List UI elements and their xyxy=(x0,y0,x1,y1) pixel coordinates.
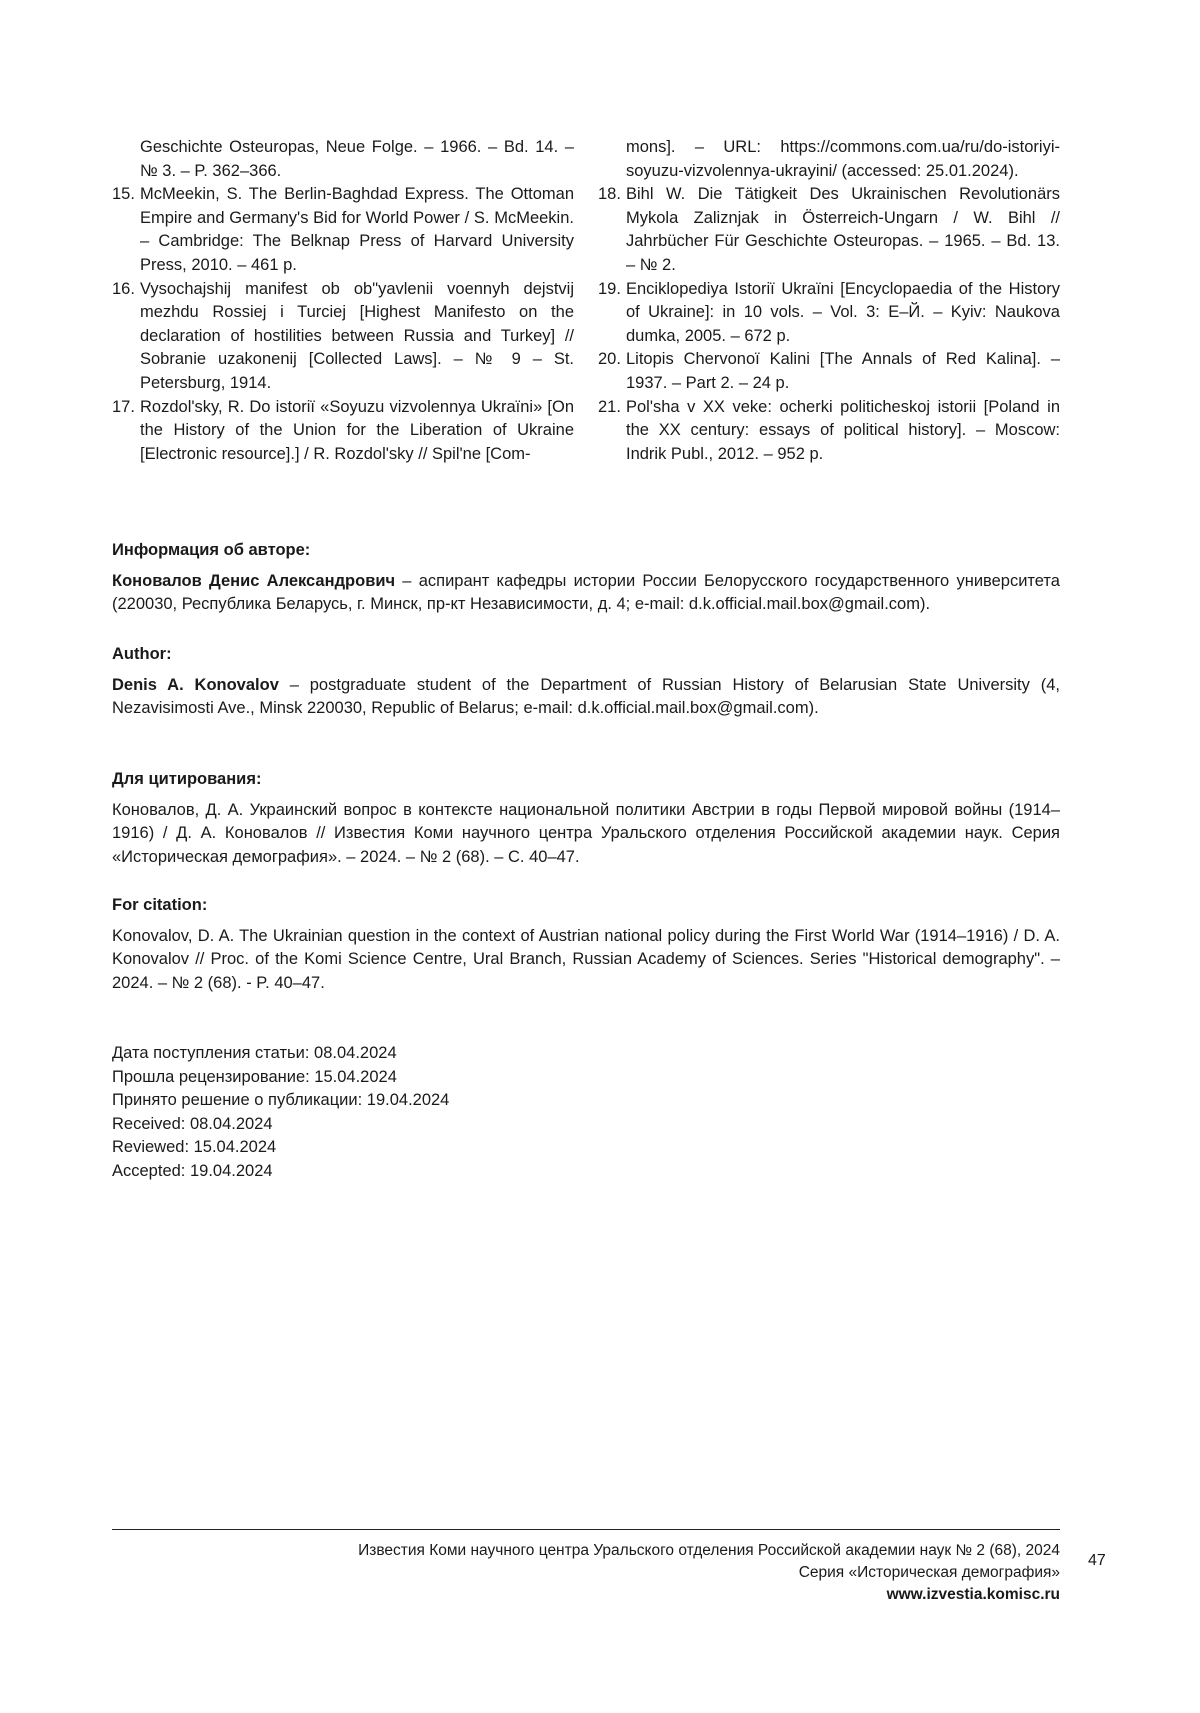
reference-number: 19. xyxy=(598,279,621,298)
footer-divider xyxy=(112,1529,1060,1530)
author-info-ru xyxy=(112,539,1060,617)
author-info-ru-heading: Информация об авторе: xyxy=(112,541,311,559)
reference-text: McMeekin, S. The Berlin-Baghdad Express. The Ottoman Empire and Germany's Bid for World Power / S. McMeekin. – Cambridge: The Belknap Press of Harvard University Press, 2010. – 461 p. xyxy=(140,185,574,274)
author-description-ru: – аспирант кафедры истории России Белорусского государственного университета (220030, Республика Беларусь, г. Минск, пр-кт Независимости, д. 4; e-mail: d.k.official.mail.box@gmail.com). xyxy=(112,571,1060,614)
author-info-en-body xyxy=(112,674,1060,721)
citation-en-heading: For citation: xyxy=(112,896,208,914)
author-name-ru: Коновалов Денис Александрович xyxy=(112,571,396,590)
reference-text: Litopis Chervonoї Kalini [The Annals of Red Kalina]. – 1937. – Part 2. – 24 p. xyxy=(626,350,1060,392)
reference-text: Pol'sha v XX veke: ocherki politicheskoj istorii [Poland in the XX century: essays of political history]. – Moscow: Indrik Publ., 2012. – 952 p. xyxy=(626,397,1060,463)
reference-text: mons]. – URL: https://commons.com.ua/ru/do-istoriyi-soyuzu-vizvolennya-ukrayini/ (accessed: 25.01.2024). xyxy=(626,138,1060,180)
author-info-en xyxy=(112,643,1060,721)
author-description-en: – postgraduate student of the Department of Russian History of Belarusian State University (4, Nezavisimosti Ave., Minsk 220030, Republic of Belarus; e-mail: d.k.official.mail.box@gmail.com). xyxy=(112,675,1060,718)
citation-ru xyxy=(112,768,1060,869)
footer-journal: Известия Коми научного центра Уральского отделения Российской академии наук № 2 (68), 2024 xyxy=(358,1542,1060,1559)
footer-series: Серия «Историческая демография» xyxy=(798,1564,1060,1581)
article-dates xyxy=(112,1042,449,1184)
reference-number: 20. xyxy=(598,350,621,369)
reference-text: Vysochajshij manifest ob ob"yavlenii voennyh dejstvij mezhdu Rossiej i Turciej [Highest Manifesto on the declaration of hostilities between Russia and Turkey] // Sobranie uzakonenij [Collected Laws]. – № 9 – St. Petersburg, 1914. xyxy=(140,279,574,392)
reference-item xyxy=(598,183,1060,277)
reference-number: 18. xyxy=(598,185,621,204)
reference-item xyxy=(112,396,574,467)
reference-item xyxy=(112,278,574,396)
citation-ru-text: Коновалов, Д. А. Украинский вопрос в контексте национальной политики Австрии в годы Первой мировой войны (1914–1916) / Д. А. Коновалов // Известия Коми научного центра Уральского отделения Российской академии наук. Серия «Историческая демография». – 2024. – № 2 (68). – С. 40–47. xyxy=(112,800,1060,866)
footer xyxy=(358,1540,1060,1606)
reference-item xyxy=(598,278,1060,349)
author-info-en-heading: Author: xyxy=(112,645,172,663)
citation-en-text: Konovalov, D. A. The Ukrainian question in the context of Austrian national policy during the First World War (1914–1916) / D. A. Konovalov // Proc. of the Komi Science Centre, Ural Branch, Russian Academy of Sciences. Series "Historical demography". – 2024. – № 2 (68). - P. 40–47. xyxy=(112,926,1060,992)
date-accepted-en: Accepted: 19.04.2024 xyxy=(112,1161,273,1180)
reference-item xyxy=(112,183,574,277)
reference-text: Bihl W. Die Tätigkeit Des Ukrainischen Revolutionärs Mykola Zaliznjak in Österreich-Ungarn / W. Bihl // Jahrbücher Für Geschichte Osteuropas. – 1965. – Bd. 13. – № 2. xyxy=(626,185,1060,274)
date-received-en: Received: 08.04.2024 xyxy=(112,1114,273,1133)
reference-item xyxy=(598,348,1060,395)
reference-number: 21. xyxy=(598,397,621,416)
reference-number: 16. xyxy=(112,279,135,298)
reference-item xyxy=(112,136,574,183)
reference-column-right xyxy=(598,136,1060,466)
author-name-en: Denis A. Konovalov xyxy=(112,675,279,694)
reference-item xyxy=(598,136,1060,183)
reference-number: 15. xyxy=(112,185,135,204)
date-reviewed-en: Reviewed: 15.04.2024 xyxy=(112,1138,277,1157)
reference-column-left xyxy=(112,136,574,466)
citation-en xyxy=(112,894,1060,995)
reference-text: Enciklopediya Istoriї Ukraїni [Encyclopaedia of the History of Ukraine]: in 10 vols. – Vol. 3: Е–Й. – Kyiv: Naukova dumka, 2005. – 672 p. xyxy=(626,279,1060,345)
citation-ru-heading: Для цитирования: xyxy=(112,770,262,788)
reference-number: 17. xyxy=(112,397,135,416)
page-number: 47 xyxy=(1088,1552,1106,1569)
reference-text: Rozdol'sky, R. Do istoriї «Soyuzu vizvolennya Ukraїni» [On the History of the Union for the Liberation of Ukraine [Electronic resource].] / R. Rozdol'sky // Spil'ne [Com- xyxy=(140,397,574,463)
date-reviewed-ru: Прошла рецензирование: 15.04.2024 xyxy=(112,1067,397,1086)
reference-list xyxy=(112,136,1060,466)
author-info-ru-body xyxy=(112,570,1060,617)
footer-url: www.izvestia.komisc.ru xyxy=(886,1586,1060,1603)
date-accepted-ru: Принято решение о публикации: 19.04.2024 xyxy=(112,1091,450,1110)
reference-text: Geschichte Osteuropas, Neue Folge. – 1966. – Bd. 14. – № 3. – P. 362–366. xyxy=(140,138,574,180)
date-received-ru: Дата поступления статьи: 08.04.2024 xyxy=(112,1044,397,1062)
reference-item xyxy=(598,396,1060,467)
